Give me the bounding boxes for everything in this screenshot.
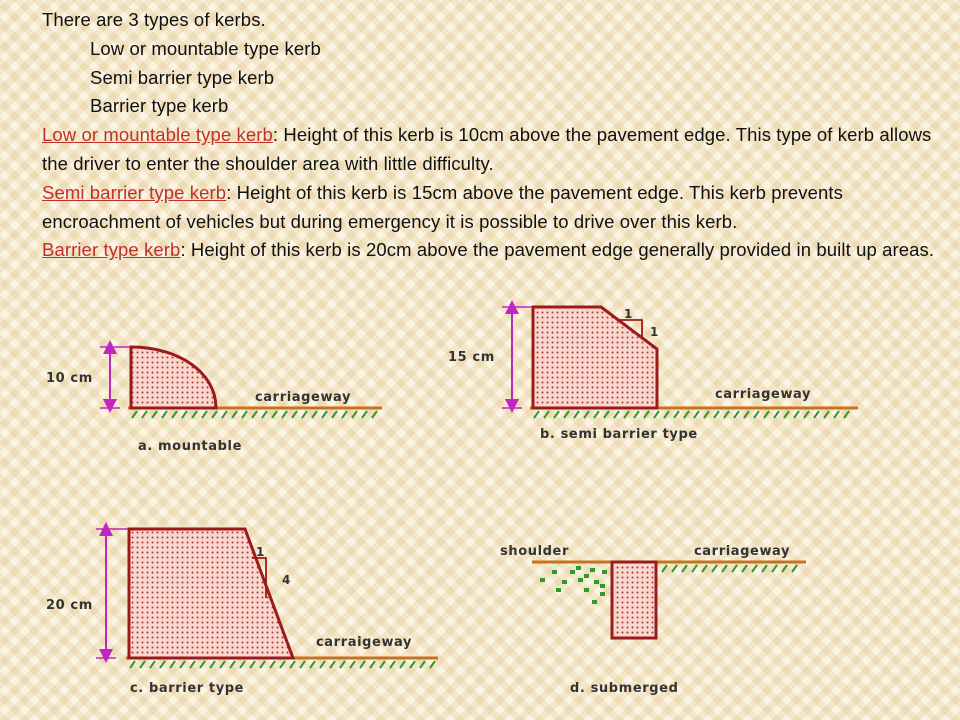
hatch-marks <box>534 411 849 418</box>
kerb-submerged-shape <box>612 562 656 638</box>
slope-horizontal-label: 1 <box>256 545 265 559</box>
diagram-mountable <box>46 347 382 454</box>
type-item-barrier: Barrier type kerb <box>90 95 229 117</box>
caption-mountable: a. mountable <box>138 439 242 454</box>
term-barrier: Barrier type kerb <box>42 239 181 261</box>
hatch-marks <box>662 565 797 572</box>
term-mountable: Low or mountable type kerb <box>42 124 273 146</box>
caption-semi-barrier: b. semi barrier type <box>540 427 698 442</box>
kerb-semi-barrier-shape <box>533 307 657 408</box>
caption-barrier: c. barrier type <box>130 681 245 696</box>
height-label: 20 cm <box>46 598 93 613</box>
intro-line: There are 3 types of kerbs. <box>42 9 266 30</box>
definition-semi-barrier-text: : Height of this kerb is 15cm above the pavement edge. This kerb prevents encroachment of vehicles but during emergency it is possible to drive over this kerb. <box>42 181 843 232</box>
type-item-semi-barrier: Semi barrier type kerb <box>90 66 275 88</box>
caption-submerged: d. submerged <box>570 681 679 696</box>
height-label: 10 cm <box>46 371 93 386</box>
hatch-marks <box>130 661 435 668</box>
slope-horizontal-label: 1 <box>624 307 633 321</box>
height-label: 15 cm <box>448 350 495 365</box>
diagram-submerged <box>500 544 806 696</box>
slope-vertical-label: 4 <box>282 573 291 587</box>
diagram-semi-barrier <box>448 307 858 442</box>
road-label: carraigeway <box>316 635 413 650</box>
shoulder-label: shoulder <box>500 544 569 559</box>
diagram-barrier <box>46 529 438 696</box>
kerb-mountable-shape <box>131 347 216 408</box>
definition-mountable-text: : Height of this kerb is 10cm above the pavement edge. This type of kerb allows the driver to enter the shoulder area with little difficulty. <box>42 124 932 174</box>
road-label: carriageway <box>255 390 352 405</box>
road-label: carriageway <box>694 544 791 559</box>
term-semi-barrier: Semi barrier type kerb <box>42 181 227 203</box>
shoulder-gravel <box>540 566 607 604</box>
slope-vertical-label: 1 <box>650 325 659 339</box>
road-label: carriageway <box>715 387 812 402</box>
kerb-barrier-shape <box>129 529 293 658</box>
hatch-marks <box>132 411 377 418</box>
type-item-mountable: Low or mountable type kerb <box>90 37 321 59</box>
definition-barrier-text: : Height of this kerb is 20cm above the pavement edge generally provided in built up areas. <box>180 239 935 261</box>
